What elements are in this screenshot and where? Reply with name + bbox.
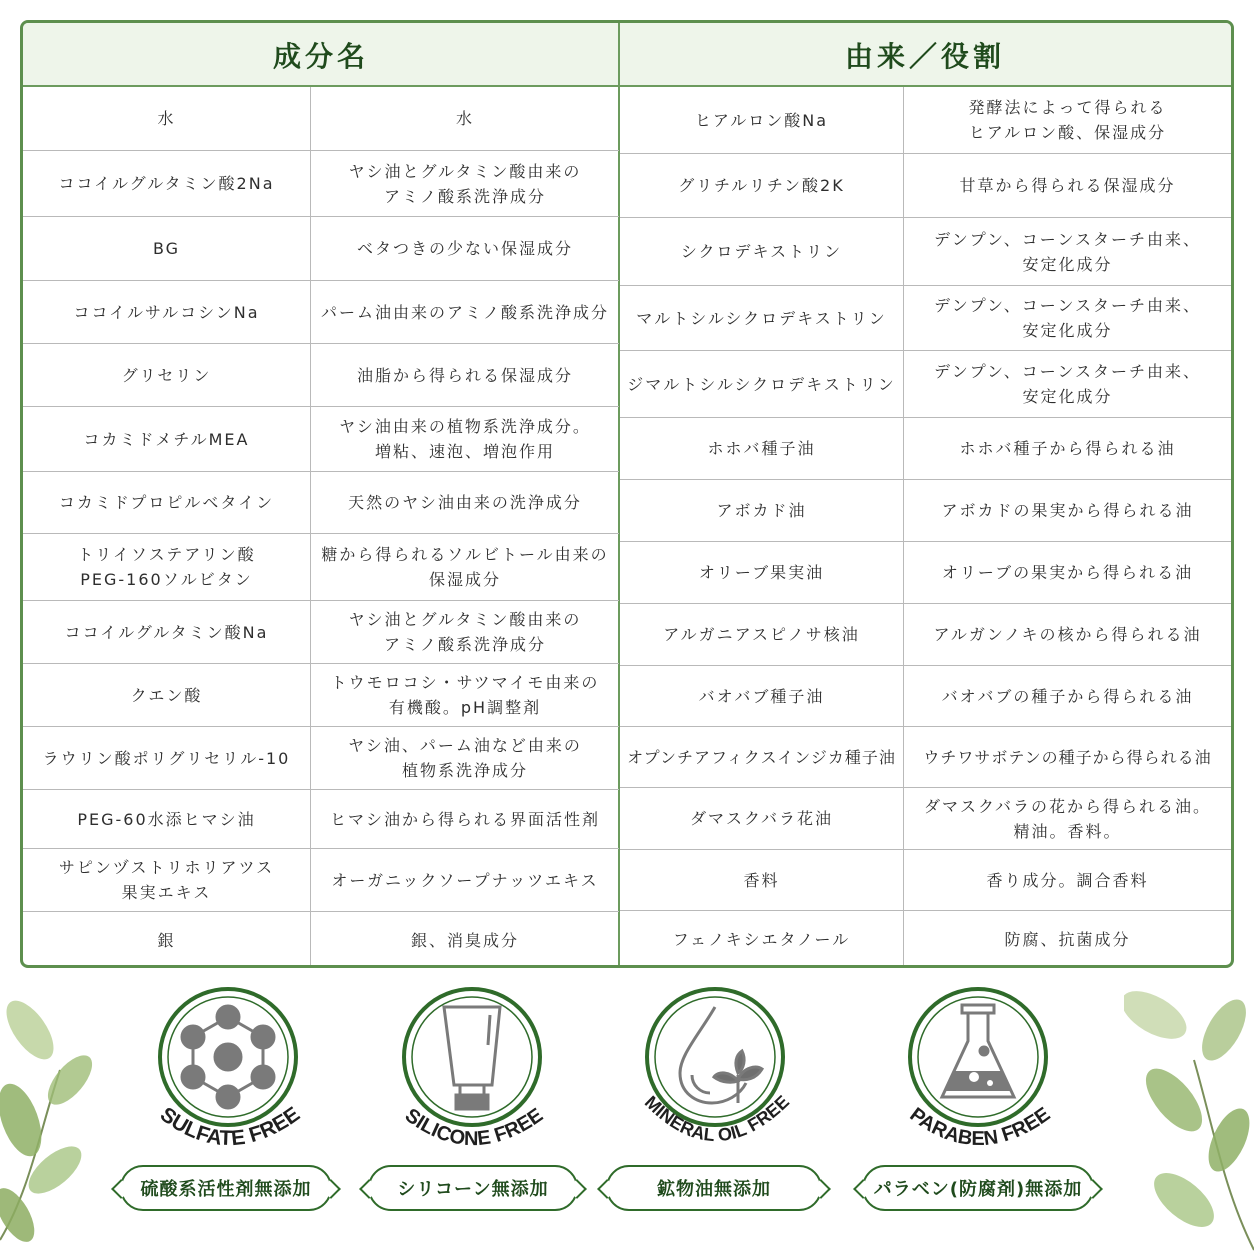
mineral-oil-free-label: 鉱物油無添加 [606, 1165, 822, 1211]
table-row [620, 218, 1231, 286]
ingredient-desc: 水 [455, 109, 474, 128]
ingredient-desc: アボカドの果実から得られる油 [941, 501, 1194, 520]
silicone-free-arc-text: SILICONE FREE [400, 1104, 548, 1151]
ingredient-name: バオバブ種子油 [620, 666, 904, 726]
paraben-free-badge [898, 985, 1068, 1165]
header-origin-role: 由来／役割 [844, 40, 1005, 73]
leaves-left-decoration [0, 990, 110, 1254]
ingredient-name: マルトシルシクロデキストリン [620, 286, 904, 350]
ingredient-name: コカミドプロピルベタイン [23, 472, 311, 533]
ingredient-name: 銀 [23, 912, 311, 968]
ingredient-name: 香料 [620, 850, 904, 910]
table-row [620, 850, 1231, 911]
table-row [620, 666, 1231, 727]
table-row [23, 472, 619, 534]
table-row [23, 344, 619, 407]
table-row [620, 604, 1231, 666]
ingredient-desc: バオバブの種子から得られる油 [941, 686, 1194, 706]
ingredient-desc: 天然のヤシ油由来の洗浄成分 [348, 493, 582, 512]
ingredient-desc: アルガンノキの核から得られる油 [933, 625, 1202, 644]
ingredient-name: PEG-60水添ヒマシ油 [23, 790, 311, 848]
ingredient-name: アボカド油 [620, 480, 904, 541]
table-row [620, 351, 1231, 418]
table-row [620, 480, 1231, 542]
table-row [620, 286, 1231, 351]
header-ingredient-name: 成分名 [272, 40, 369, 73]
ingredient-desc: ヤシ油由来の植物系洗浄成分。 増粘、速泡、増泡作用 [339, 417, 591, 461]
paraben-free-label: パラベン(防腐剤)無添加 [862, 1165, 1094, 1211]
ingredient-name: オリーブ果実油 [620, 542, 904, 603]
ingredient-name: 水 [23, 87, 311, 150]
ingredient-desc: 糖から得られるソルビトール由来の 保湿成分 [321, 545, 609, 589]
ingredient-name: BG [23, 217, 311, 280]
ingredient-desc: デンプン、コーンスターチ由来、 安定化成分 [934, 296, 1201, 340]
table-row [23, 534, 619, 601]
ingredient-name: トリイソステアリン酸 PEG-160ソルビタン [23, 534, 311, 600]
table-row [620, 788, 1231, 850]
ingredient-name: ホホバ種子油 [620, 418, 904, 479]
oil-drop-leaf-icon [680, 1007, 762, 1103]
ingredient-name: アルガニアスピノサ核油 [620, 604, 904, 665]
flask-icon [942, 1005, 1014, 1097]
ingredient-desc: ホホバ種子から得られる油 [959, 439, 1176, 458]
silicone-free-label: シリコーン無添加 [368, 1165, 578, 1211]
sulfate-free-badge [148, 985, 318, 1165]
ingredient-desc: オーガニックソープナッツエキス [331, 870, 599, 890]
ingredient-desc: 甘草から得られる保湿成分 [959, 176, 1176, 195]
ingredient-name: シクロデキストリン [620, 218, 904, 285]
table-row [23, 790, 619, 849]
table-row [620, 911, 1231, 968]
table-row [620, 727, 1231, 788]
ingredient-desc: トウモロコシ・サツマイモ由来の 有機酸。pH調整剤 [330, 673, 600, 717]
ingredient-name: ラウリン酸ポリグリセリル-10 [23, 727, 311, 789]
tube-icon [444, 1007, 500, 1109]
table-row [620, 542, 1231, 604]
paraben-free-arc-text: PARABEN FREE [905, 1103, 1055, 1151]
ingredient-name: サピンヅストリホリアツス 果実エキス [23, 849, 311, 911]
leaves-right-decoration [1124, 980, 1254, 1254]
table-row [23, 217, 619, 281]
table-row [23, 664, 619, 727]
table-row [23, 727, 619, 790]
ingredient-name: ココイルグルタミン酸2Na [23, 151, 311, 216]
ingredient-table [20, 20, 1234, 968]
ingredient-desc: ヤシ油、パーム油など由来の 植物系洗浄成分 [348, 736, 582, 780]
mineral-oil-free-arc-text: MINERAL OIL FREE [640, 1091, 794, 1146]
table-row [620, 418, 1231, 480]
ingredient-name: ダマスクバラ花油 [620, 788, 904, 849]
ingredient-desc: オリーブの果実から得られる油 [941, 563, 1194, 582]
ingredient-desc: ベタつきの少ない保湿成分 [356, 239, 573, 258]
ingredient-name: ジマルトシルシクロデキストリン [620, 351, 904, 417]
ingredient-desc: 発酵法によって得られる ヒアルロン酸、保湿成分 [968, 98, 1167, 142]
ingredient-name: ココイルサルコシンNa [23, 281, 311, 343]
ingredient-desc: ダマスクバラの花から得られる油。 精油。香料。 [923, 796, 1212, 841]
molecule-icon [182, 1006, 274, 1108]
table-row [23, 407, 619, 472]
svg-text:SILICONE FREE [401, 1104, 547, 1150]
ingredient-desc: パーム油由来のアミノ酸系洗浄成分 [320, 302, 609, 322]
sulfate-free-label: 硫酸系活性剤無添加 [120, 1165, 332, 1211]
ingredient-name: クエン酸 [23, 664, 311, 726]
ingredient-desc: 銀、消臭成分 [410, 930, 519, 950]
table-row [23, 87, 619, 151]
table-row [620, 87, 1231, 154]
table-header [23, 23, 1231, 87]
ingredient-desc: ヤシ油とグルタミン酸由来の アミノ酸系洗浄成分 [348, 161, 582, 206]
table-row [23, 601, 619, 664]
table-row [620, 154, 1231, 218]
sulfate-free-arc-text: SULFATE FREE [155, 1102, 305, 1151]
ingredient-name: グリセリン [23, 344, 311, 406]
ingredient-desc: デンプン、コーンスターチ由来、 安定化成分 [934, 229, 1201, 274]
ingredient-name: グリチルリチン酸2K [620, 154, 904, 217]
ingredient-desc: デンプン、コーンスターチ由来、 安定化成分 [934, 362, 1201, 406]
ingredient-desc: 油脂から得られる保湿成分 [356, 365, 573, 385]
right-column [620, 87, 1231, 965]
table-row [23, 849, 619, 912]
ingredient-desc: ヒマシ油から得られる界面活性剤 [329, 809, 600, 829]
ingredient-name: ヒアルロン酸Na [620, 87, 904, 153]
ingredient-desc: 香り成分。調合香料 [986, 870, 1149, 890]
table-row [23, 281, 619, 344]
ingredient-name: ココイルグルタミン酸Na [23, 601, 311, 663]
mineral-oil-free-badge [630, 985, 810, 1165]
ingredient-name: オプンチアフィクスインジカ種子油 [620, 727, 904, 787]
table-row [23, 912, 619, 968]
silicone-free-badge [392, 985, 562, 1165]
table-row [23, 151, 619, 217]
left-column [23, 87, 619, 965]
ingredient-desc: ウチワサボテンの種子から得られる油 [923, 747, 1212, 767]
ingredient-name: コカミドメチルMEA [23, 407, 311, 471]
ingredient-desc: ヤシ油とグルタミン酸由来の アミノ酸系洗浄成分 [348, 610, 582, 654]
ingredient-name: フェノキシエタノール [620, 911, 904, 968]
ingredient-desc: 防腐、抗菌成分 [1004, 930, 1131, 949]
